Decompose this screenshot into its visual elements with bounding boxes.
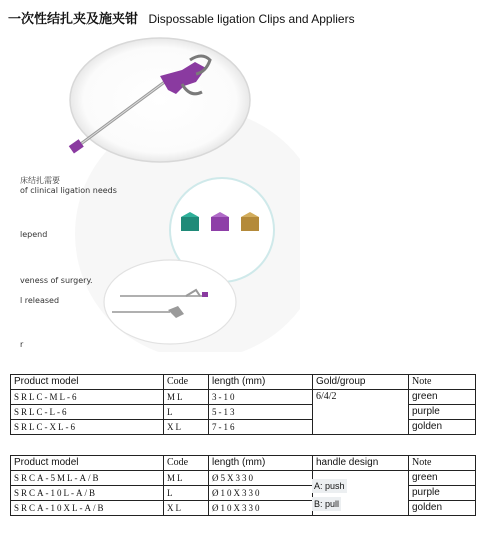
title-chinese: 一次性结扎夹及施夹钳 (8, 12, 139, 27)
jaws-circle (104, 260, 236, 344)
product-model-cell: SRLC-ML-6 (11, 390, 164, 405)
product-model-cell: SRCA-10XL-A/B (11, 501, 164, 516)
note-cell: purple (409, 405, 476, 420)
appliers-spec-table (10, 455, 476, 516)
note-cell: green (409, 390, 476, 405)
note-cell: golden (409, 420, 476, 435)
product-model-cell: SRCA-10L-A/B (11, 486, 164, 501)
table-header-row (11, 375, 476, 390)
clips-spec-table (10, 374, 476, 435)
note-cell: golden (409, 501, 476, 516)
text-fragment: l released (20, 296, 60, 305)
length-cell: Ø10X330 (209, 501, 313, 516)
code-cell: ML (164, 471, 209, 486)
table-header-row (11, 456, 476, 471)
handle-pull-label: B: pull (314, 499, 340, 509)
column-header: length (mm) (209, 456, 313, 471)
table-row (11, 471, 476, 486)
product-model-cell: SRCA-5ML-A/B (11, 471, 164, 486)
handle-design-cell (313, 471, 409, 516)
length-cell: 3-10 (209, 390, 313, 405)
handle-push-label: A: push (314, 481, 345, 491)
column-header: Product model (11, 375, 164, 390)
length-cell: 5-13 (209, 405, 313, 420)
column-header: Code (164, 375, 209, 390)
length-cell: Ø5X330 (209, 471, 313, 486)
note-cell: purple (409, 486, 476, 501)
length-cell: Ø10X330 (209, 486, 313, 501)
column-header: Product model (11, 456, 164, 471)
code-cell: L (164, 486, 209, 501)
text-fragment: of clinical ligation needs (20, 186, 117, 195)
code-cell: L (164, 405, 209, 420)
text-fragment: r (20, 340, 24, 349)
code-cell: ML (164, 390, 209, 405)
text-fragment: lepend (20, 230, 48, 239)
column-header: length (mm) (209, 375, 313, 390)
product-model-cell: SRLC-XL-6 (11, 420, 164, 435)
product-illustration (0, 34, 300, 352)
length-cell: 7-16 (209, 420, 313, 435)
column-header: handle design (313, 456, 409, 471)
table-row (11, 390, 476, 405)
code-cell: XL (164, 501, 209, 516)
column-header: Gold/group (313, 375, 409, 390)
applier-tip (69, 139, 84, 153)
column-header: Code (164, 456, 209, 471)
title-english: Dispossable ligation Clips and Appliers (148, 12, 355, 26)
applier-circle (70, 38, 250, 162)
note-cell: green (409, 471, 476, 486)
text-fragment: 床结扎需要 (20, 176, 60, 185)
gold-group-cell: 6/4/2 (313, 390, 409, 435)
code-cell: XL (164, 420, 209, 435)
column-header: Note (409, 456, 476, 471)
product-model-cell: SRLC-L-6 (11, 405, 164, 420)
column-header: Note (409, 375, 476, 390)
text-fragment: veness of surgery. (20, 276, 93, 285)
page-title (8, 8, 355, 26)
